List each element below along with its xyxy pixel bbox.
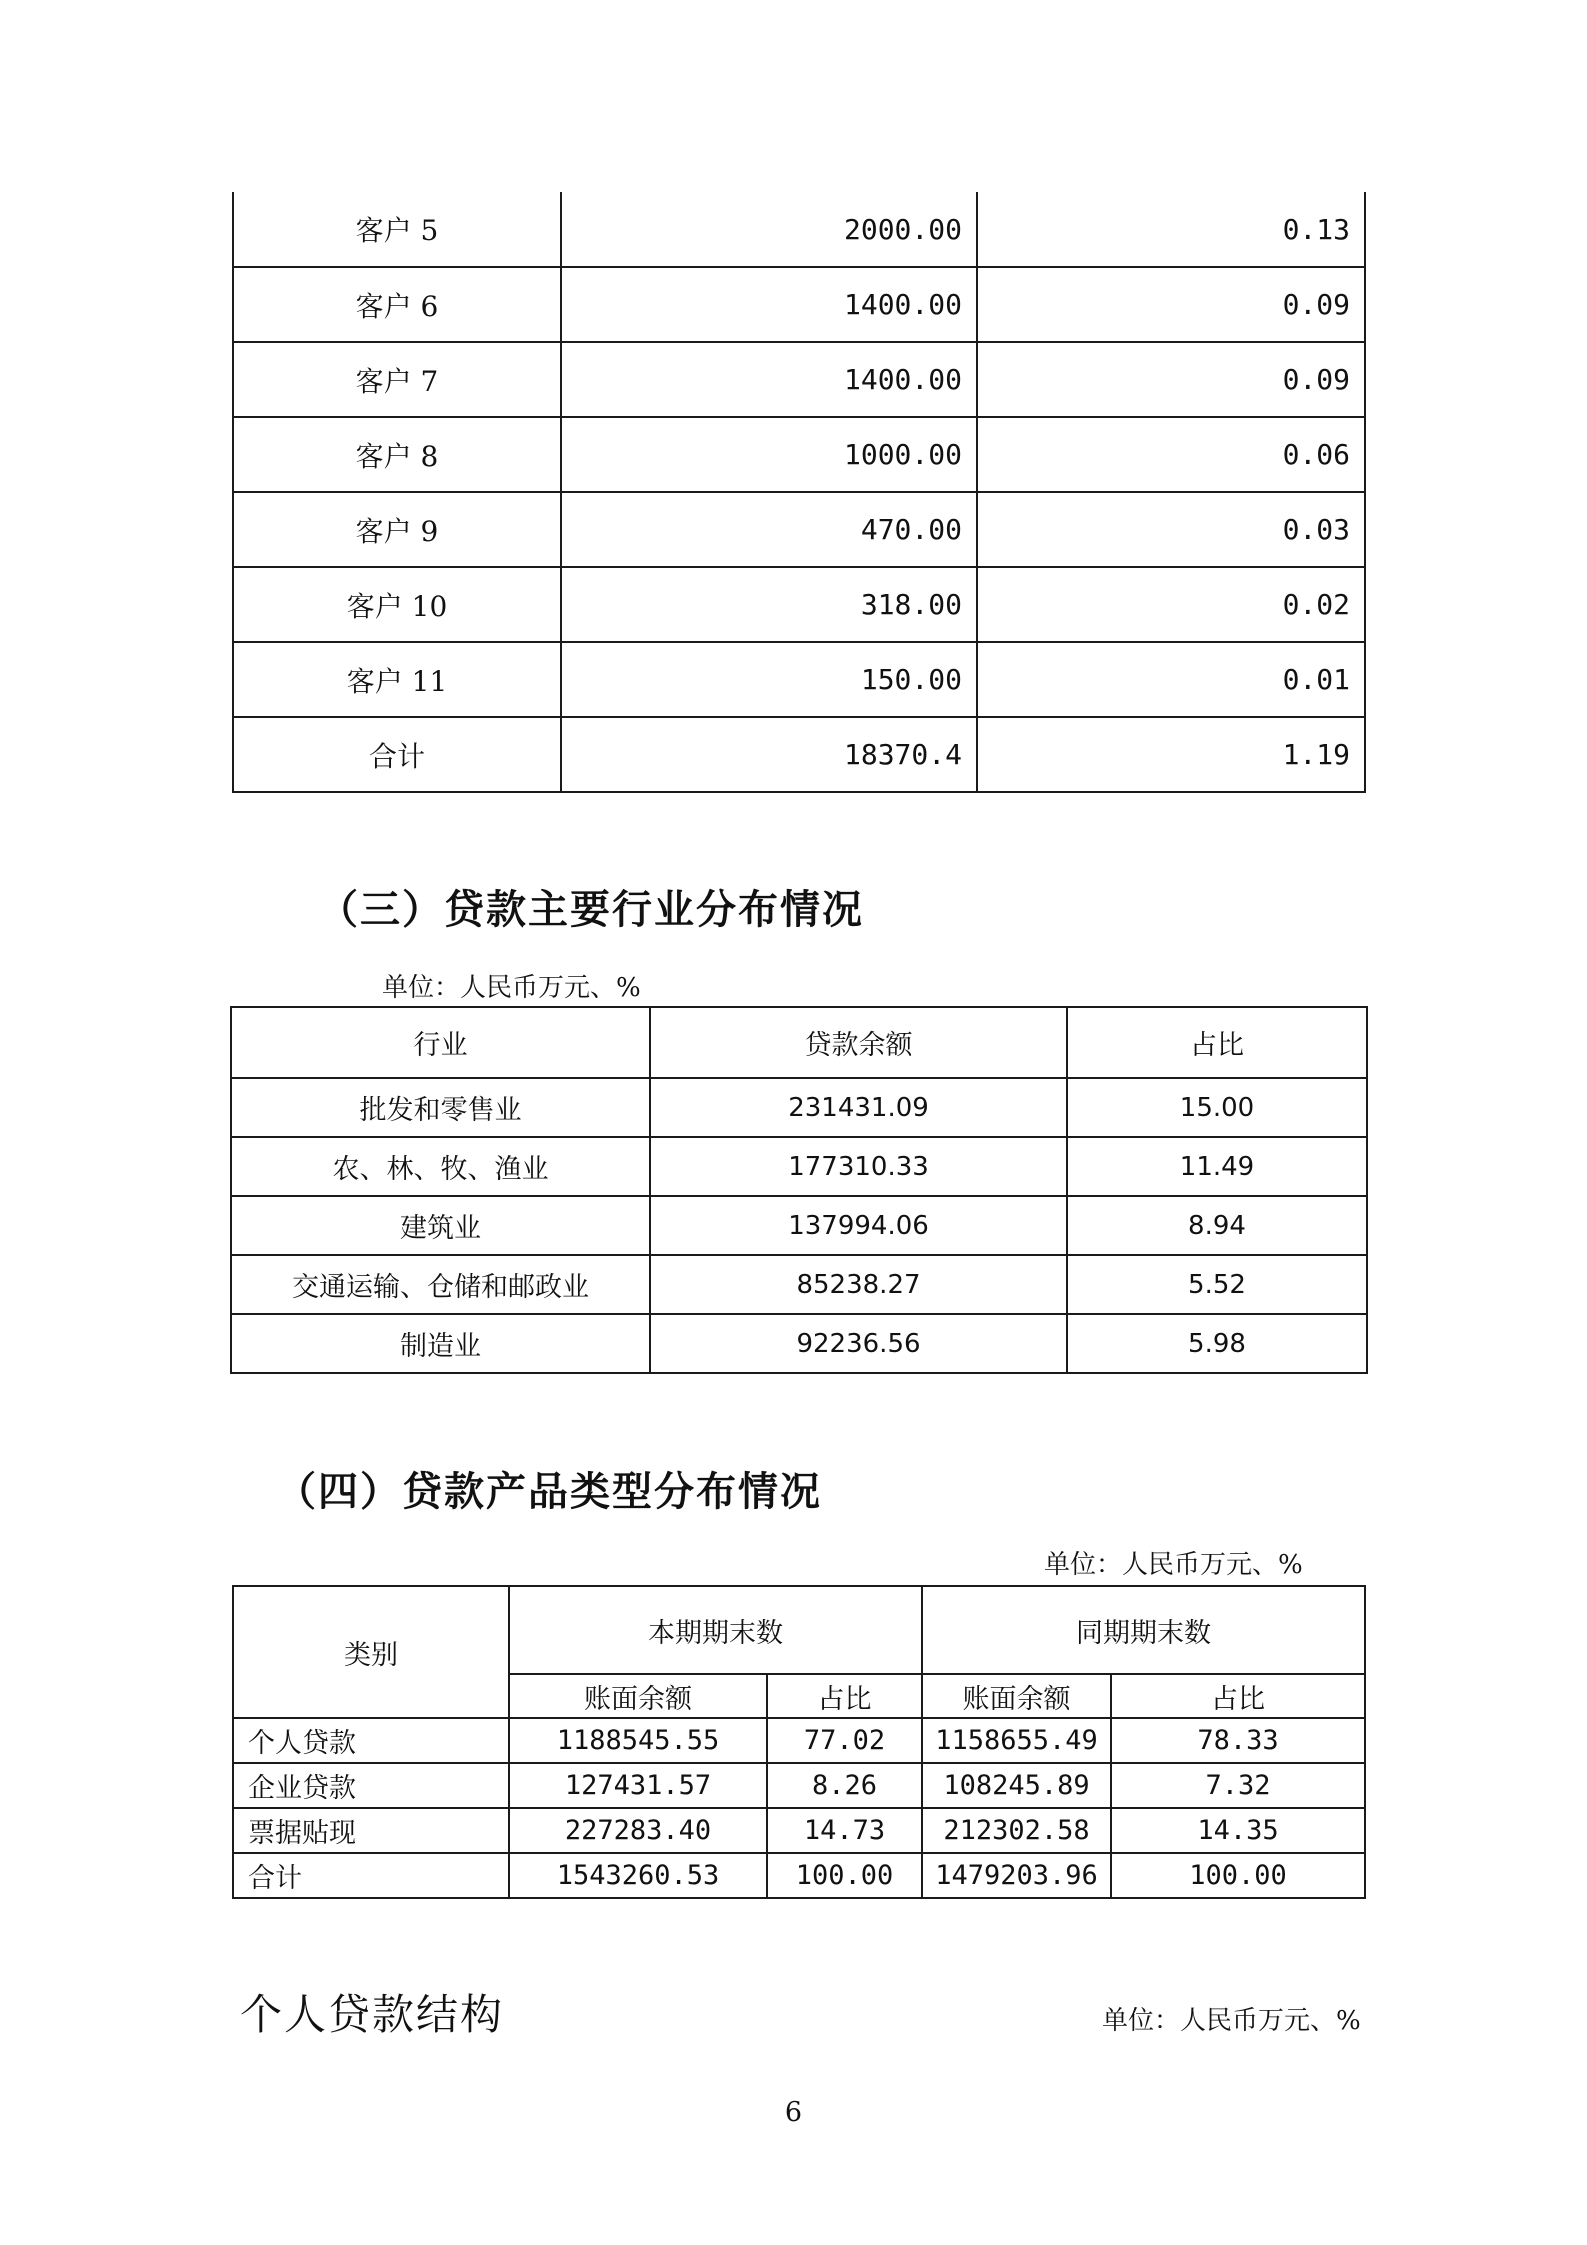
loan-ratio-cell: 0.09 xyxy=(977,267,1365,342)
industry-cell: 制造业 xyxy=(231,1314,650,1373)
header-category: 类别 xyxy=(233,1586,509,1718)
table-header-row xyxy=(231,1007,1367,1078)
loan-ratio-cell: 0.06 xyxy=(977,417,1365,492)
category-cell: 个人贷款 xyxy=(233,1718,509,1763)
category-cell: 票据贴现 xyxy=(233,1808,509,1853)
industry-cell: 建筑业 xyxy=(231,1196,650,1255)
loan-balance-cell: 85238.27 xyxy=(650,1255,1067,1314)
table-row xyxy=(231,1255,1367,1314)
current-balance-cell: 1543260.53 xyxy=(509,1853,767,1898)
table-row xyxy=(233,267,1365,342)
current-ratio-cell: 100.00 xyxy=(767,1853,922,1898)
industry-distribution-table xyxy=(230,1006,1368,1374)
loan-balance-cell: 177310.33 xyxy=(650,1137,1067,1196)
table-header-row xyxy=(233,1586,1365,1674)
current-balance-cell: 227283.40 xyxy=(509,1808,767,1853)
industry-cell: 农、林、牧、渔业 xyxy=(231,1137,650,1196)
table-row xyxy=(233,642,1365,717)
ratio-cell: 11.49 xyxy=(1067,1137,1367,1196)
subheader-prior-ratio: 占比 xyxy=(1111,1674,1365,1718)
table-row xyxy=(233,1718,1365,1763)
loan-amount-cell: 2000.00 xyxy=(561,192,977,267)
loan-amount-cell: 1400.00 xyxy=(561,267,977,342)
ratio-cell: 5.52 xyxy=(1067,1255,1367,1314)
section4-unit-label: 单位：人民币万元、% xyxy=(1044,1550,1303,1580)
loan-balance-cell: 231431.09 xyxy=(650,1078,1067,1137)
table-row xyxy=(233,567,1365,642)
current-balance-cell: 1188545.55 xyxy=(509,1718,767,1763)
page-number: 6 xyxy=(784,2097,803,2128)
table-row xyxy=(231,1078,1367,1137)
loan-ratio-cell: 0.13 xyxy=(977,192,1365,267)
table-row xyxy=(233,417,1365,492)
loan-amount-cell: 150.00 xyxy=(561,642,977,717)
customer-name-cell: 客户 6 xyxy=(233,267,561,342)
subheader-prior-balance: 账面余额 xyxy=(922,1674,1111,1718)
industry-cell: 交通运输、仓储和邮政业 xyxy=(231,1255,650,1314)
header-prior-period: 同期期末数 xyxy=(922,1586,1365,1674)
loan-ratio-cell: 0.09 xyxy=(977,342,1365,417)
loan-amount-cell: 1400.00 xyxy=(561,342,977,417)
current-ratio-cell: 8.26 xyxy=(767,1763,922,1808)
table-row xyxy=(233,192,1365,267)
customer-name-cell: 客户 10 xyxy=(233,567,561,642)
industry-cell: 批发和零售业 xyxy=(231,1078,650,1137)
prior-ratio-cell: 100.00 xyxy=(1111,1853,1365,1898)
customer-loan-table xyxy=(232,192,1366,793)
category-cell: 企业贷款 xyxy=(233,1763,509,1808)
table-row xyxy=(231,1314,1367,1373)
loan-ratio-cell: 0.03 xyxy=(977,492,1365,567)
table-row xyxy=(231,1137,1367,1196)
table-row xyxy=(233,492,1365,567)
customer-name-cell: 客户 11 xyxy=(233,642,561,717)
loan-ratio-cell: 0.02 xyxy=(977,567,1365,642)
total-amount-cell: 18370.4 xyxy=(561,717,977,792)
total-row xyxy=(233,1853,1365,1898)
ratio-cell: 5.98 xyxy=(1067,1314,1367,1373)
loan-balance-cell: 92236.56 xyxy=(650,1314,1067,1373)
total-label-cell: 合计 xyxy=(233,717,561,792)
section5-unit-label: 单位：人民币万元、% xyxy=(1102,2006,1361,2036)
total-ratio-cell: 1.19 xyxy=(977,717,1365,792)
current-ratio-cell: 14.73 xyxy=(767,1808,922,1853)
prior-ratio-cell: 78.33 xyxy=(1111,1718,1365,1763)
customer-name-cell: 客户 8 xyxy=(233,417,561,492)
subheader-current-balance: 账面余额 xyxy=(509,1674,767,1718)
header-current-period: 本期期末数 xyxy=(509,1586,922,1674)
ratio-cell: 8.94 xyxy=(1067,1196,1367,1255)
subheader-current-ratio: 占比 xyxy=(767,1674,922,1718)
prior-balance-cell: 212302.58 xyxy=(922,1808,1111,1853)
current-ratio-cell: 77.02 xyxy=(767,1718,922,1763)
loan-ratio-cell: 0.01 xyxy=(977,642,1365,717)
total-label-cell: 合计 xyxy=(233,1853,509,1898)
total-row xyxy=(233,717,1365,792)
prior-balance-cell: 1158655.49 xyxy=(922,1718,1111,1763)
table-row xyxy=(233,342,1365,417)
loan-amount-cell: 1000.00 xyxy=(561,417,977,492)
prior-balance-cell: 1479203.96 xyxy=(922,1853,1111,1898)
header-loan-balance: 贷款余额 xyxy=(650,1007,1067,1078)
loan-amount-cell: 470.00 xyxy=(561,492,977,567)
current-balance-cell: 127431.57 xyxy=(509,1763,767,1808)
header-industry: 行业 xyxy=(231,1007,650,1078)
loan-balance-cell: 137994.06 xyxy=(650,1196,1067,1255)
customer-name-cell: 客户 7 xyxy=(233,342,561,417)
table-row xyxy=(231,1196,1367,1255)
section3-heading: （三）贷款主要行业分布情况 xyxy=(318,886,864,933)
prior-ratio-cell: 14.35 xyxy=(1111,1808,1365,1853)
loan-amount-cell: 318.00 xyxy=(561,567,977,642)
prior-ratio-cell: 7.32 xyxy=(1111,1763,1365,1808)
table-row xyxy=(233,1808,1365,1853)
section4-heading: （四）贷款产品类型分布情况 xyxy=(276,1468,822,1515)
section3-unit-label: 单位：人民币万元、% xyxy=(382,973,641,1003)
customer-name-cell: 客户 9 xyxy=(233,492,561,567)
header-ratio: 占比 xyxy=(1067,1007,1367,1078)
customer-name-cell: 客户 5 xyxy=(233,192,561,267)
loan-product-type-table xyxy=(232,1585,1366,1899)
prior-balance-cell: 108245.89 xyxy=(922,1763,1111,1808)
table-row xyxy=(233,1763,1365,1808)
section5-heading: 个人贷款结构 xyxy=(240,1990,505,2039)
ratio-cell: 15.00 xyxy=(1067,1078,1367,1137)
